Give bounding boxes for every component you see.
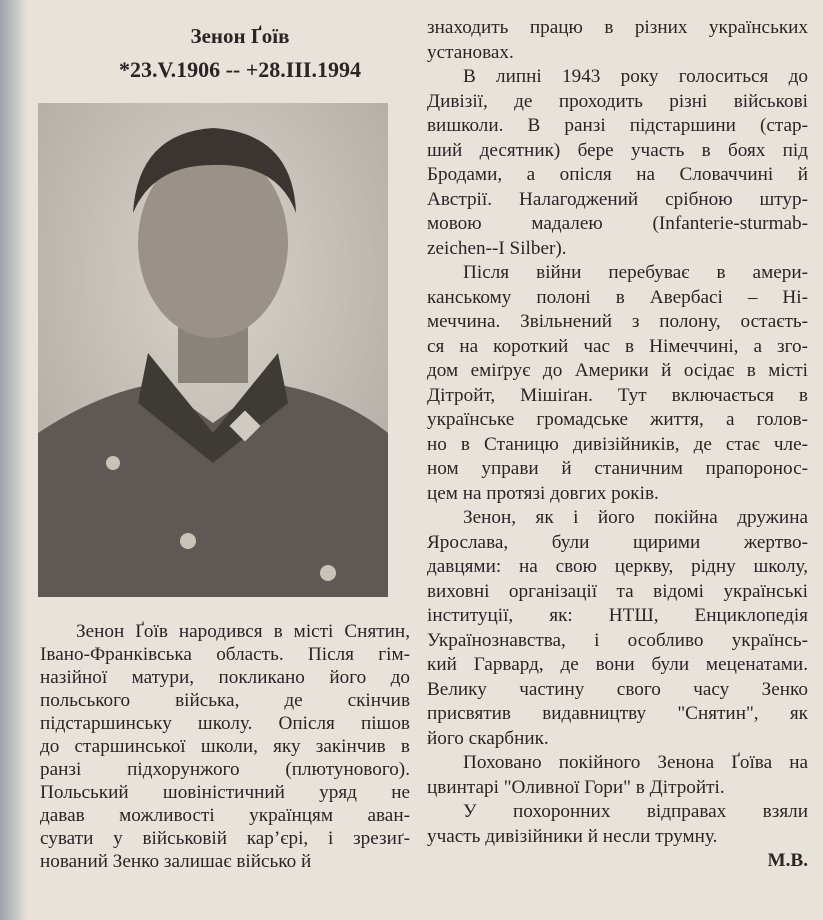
text-line: українське громадське життя, а голов- (427, 409, 808, 430)
text-line: Зенон, як і його покійна дружина (463, 507, 808, 528)
text-line: цем на протязі довгих років. (427, 482, 659, 504)
text-line: виховні організації та відомі українські (427, 580, 808, 602)
text-line: Зенон Ґоїв народився в місті Снятин, (76, 621, 410, 642)
text-line: давав можливості українцям аван- (40, 805, 410, 826)
text-line: цвинтарі "Оливної Гори" в Дітройті. (427, 776, 725, 798)
text-line: кий Гарвард, де вони були меценатами. (427, 654, 808, 675)
right-column-text (427, 16, 808, 874)
text-line: знаходить працю в різних українських (427, 17, 808, 38)
text-line: меччина. Звільнений з полону, остаєть- (427, 311, 808, 332)
text-line: польського війська, де скінчив (40, 690, 410, 711)
text-line: інституції, як: НТШ, Енциклопедія (427, 605, 808, 626)
text-line: Івано-Франківська область. Після гім- (40, 644, 410, 665)
text-line: підстаршинську школу. Опісля пішов (40, 713, 410, 734)
text-line: вишколи. В ранзі підстаршини (стар- (427, 115, 808, 136)
left-column-text (40, 620, 410, 873)
text-line: В липні 1943 року голоситься до (463, 66, 808, 87)
text-line: ся на короткий час в Німеччині, а зго- (427, 335, 808, 357)
life-dates: *23.V.1906 -- +28.III.1994 (119, 57, 361, 82)
text-line: ший десятник) бере участь в боях під (427, 139, 808, 161)
text-line: Українознавства, і особливо українсь- (427, 629, 808, 651)
text-line: ранзі підхорунжого (плютунового). (40, 759, 410, 780)
text-line: канському полоні в Авербасі – Ні- (427, 286, 808, 308)
text-line: участь дивізійники й несли трумну. (427, 825, 718, 847)
text-line: Ярослава, були щирими жертво- (427, 531, 808, 553)
text-line: ном управи й станичним прапоронос- (427, 458, 808, 479)
text-line: присвятив видавництву "Снятин", як (427, 703, 808, 724)
text-line: до старшинської школи, яку закінчив в (40, 736, 410, 757)
text-line: Після війни перебуває в амери- (463, 262, 808, 283)
book-gutter (0, 0, 28, 920)
text-line: Дивізії, де проходить різні військові (427, 90, 808, 112)
text-line: дом еміґрує до Америки й осідає в місті (427, 360, 808, 381)
text-line: установах. (427, 41, 514, 63)
text-line: Австрії. Налагоджений срібною штур- (427, 188, 808, 210)
text-line: Бродами, а опісля на Словаччині й (427, 164, 808, 185)
text-line: Поховано покійного Зенона Ґоїва на (463, 752, 808, 773)
text-line: назійної матури, покликано його до (40, 667, 410, 688)
article-title: Зенон Ґоїв (190, 24, 290, 48)
text-line: його скарбник. (427, 727, 549, 749)
text-line: zeichen--I Silber). (427, 237, 567, 259)
text-line: Велику частину свого часу Зенко (427, 678, 808, 700)
portrait-photo (38, 103, 388, 597)
text-line: нований Зенко залишає військо й (40, 851, 312, 872)
text-line: Дітройт, Мішіґан. Тут включається в (427, 384, 808, 406)
text-line: мовою мадалею (Infanterie-sturmab- (427, 213, 808, 234)
text-line: давцями: на свою церкву, рідну школу, (427, 556, 808, 577)
text-line: Польський шовіністичний уряд не (40, 782, 410, 803)
author-signature: М.В. (767, 850, 808, 871)
text-line: но в Станицю дивізійників, де стає чле- (427, 433, 808, 455)
text-line: У похоронних відправах взяли (463, 801, 808, 822)
text-line: сувати у військовій кар’єрі, і зрезиґ- (40, 828, 410, 849)
